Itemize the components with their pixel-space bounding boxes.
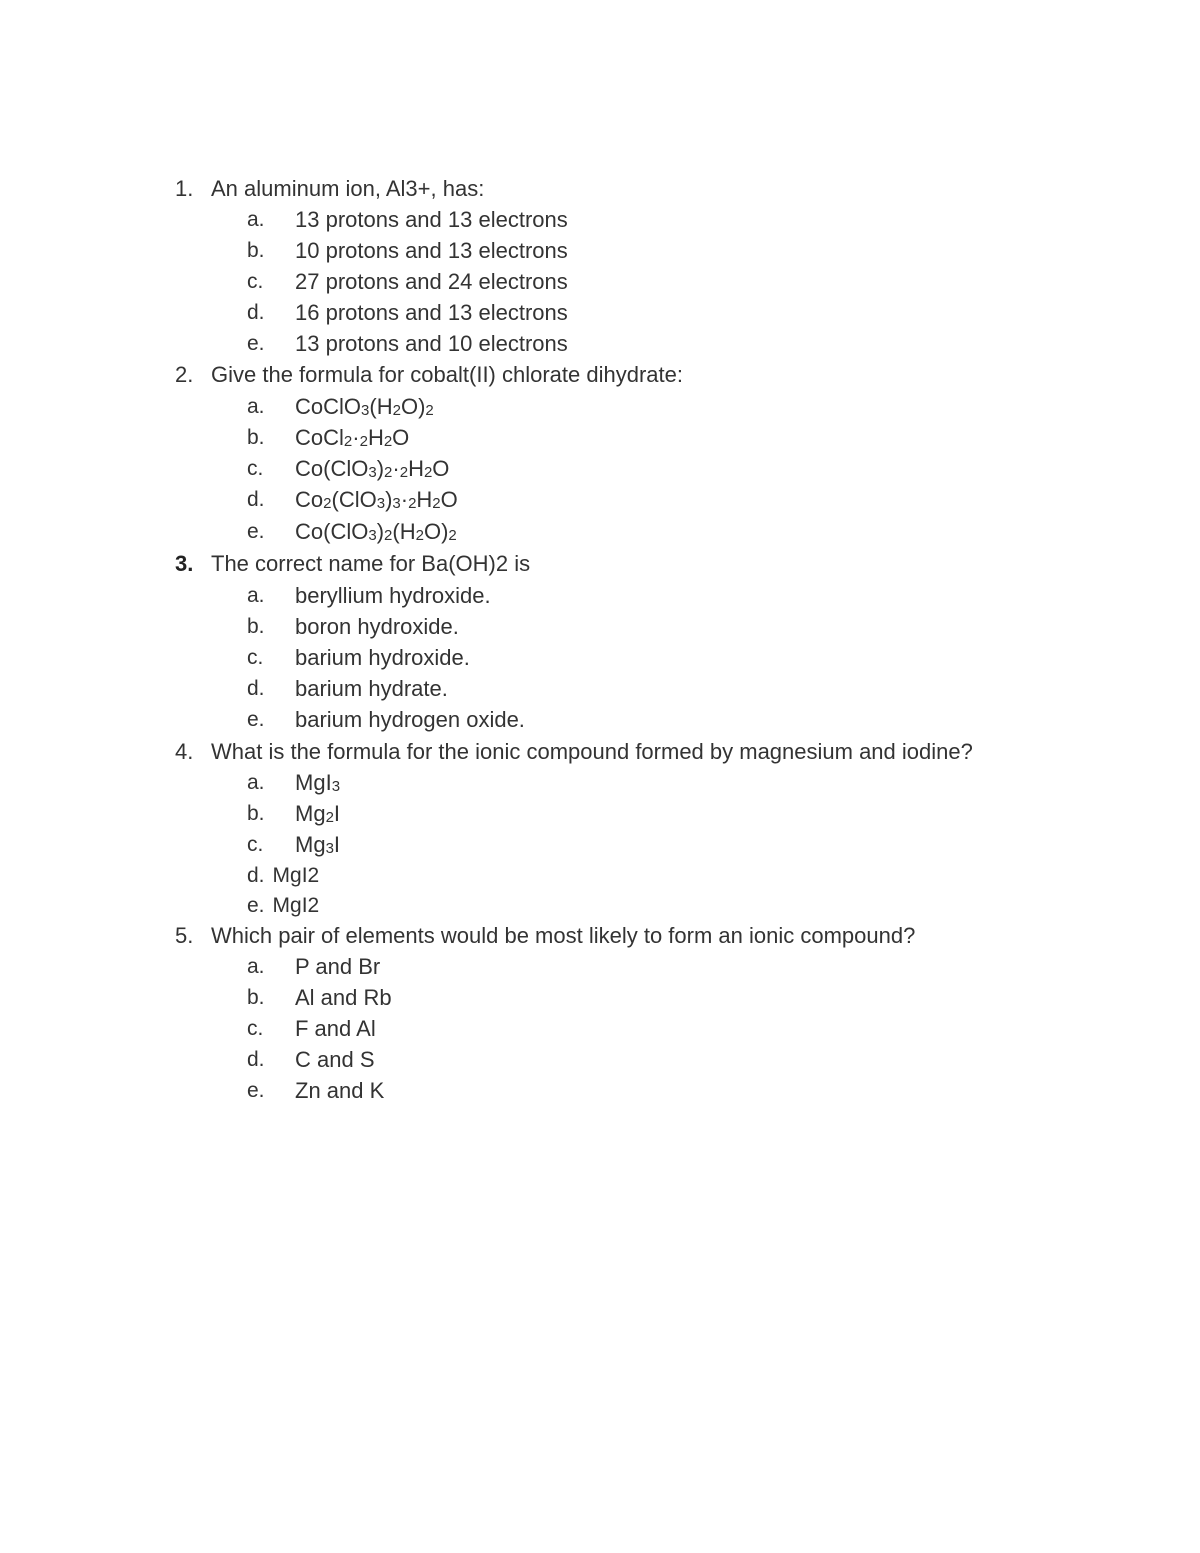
option-letter: b.	[247, 426, 265, 449]
option-text: CoClO3(H2O)2	[295, 394, 434, 419]
option-text: C and S	[295, 1047, 375, 1072]
option-text: beryllium hydroxide.	[295, 583, 491, 608]
option-letter: d.	[247, 1048, 265, 1071]
question-text: Which pair of elements would be most likely to form an ionic compound?	[211, 923, 916, 948]
option-text: P and Br	[295, 954, 381, 979]
option-text: Mg3I	[295, 832, 341, 857]
option-text: CoCl2·2H2O	[295, 425, 410, 450]
option-text: 27 protons and 24 electrons	[295, 269, 568, 294]
option-text: MgI2	[272, 894, 320, 917]
option-letter: b.	[247, 615, 265, 638]
option-text: MgI2	[272, 864, 320, 887]
option-letter: e.	[247, 894, 265, 917]
option-text: Co(ClO3)2·2H2O	[295, 456, 450, 481]
question-number: 3.	[175, 551, 194, 576]
option-letter: c.	[247, 646, 264, 669]
question-number: 2.	[175, 362, 194, 387]
option-text: Zn and K	[295, 1078, 385, 1103]
option-text: barium hydrogen oxide.	[295, 707, 525, 732]
option-letter: a.	[247, 584, 265, 607]
option-letter: c.	[247, 270, 264, 293]
option-letter: d.	[247, 864, 265, 887]
option-letter: b.	[247, 986, 265, 1009]
option-letter: a.	[247, 395, 265, 418]
option-text: Mg2I	[295, 801, 341, 826]
option-text: 10 protons and 13 electrons	[295, 238, 568, 263]
question-number: 4.	[175, 739, 194, 764]
option-text: barium hydrate.	[295, 676, 448, 701]
option-text: 13 protons and 10 electrons	[295, 331, 568, 356]
option-letter: e.	[247, 1079, 265, 1102]
option-letter: d.	[247, 488, 265, 511]
option-letter: b.	[247, 802, 265, 825]
question-number: 1.	[175, 176, 194, 201]
option-text: Co(ClO3)2(H2O)2	[295, 519, 457, 544]
question-text: What is the formula for the ionic compound formed by magnesium and iodine?	[211, 739, 973, 764]
option-text: boron hydroxide.	[295, 614, 459, 639]
option-text: MgI3	[295, 770, 341, 795]
option-letter: b.	[247, 239, 265, 262]
option-letter: c.	[247, 1017, 264, 1040]
question-text: The correct name for Ba(OH)2 is	[211, 551, 531, 576]
question-text: Give the formula for cobalt(II) chlorate dihydrate:	[211, 362, 683, 387]
option-letter: a.	[247, 771, 265, 794]
option-text: 13 protons and 13 electrons	[295, 207, 568, 232]
question-number: 5.	[175, 923, 194, 948]
option-letter: e.	[247, 332, 265, 355]
option-text: barium hydroxide.	[295, 645, 470, 670]
option-text: 16 protons and 13 electrons	[295, 300, 568, 325]
option-text: F and Al	[295, 1016, 376, 1041]
option-letter: a.	[247, 208, 265, 231]
option-letter: c.	[247, 457, 264, 480]
question-text: An aluminum ion, Al3+, has:	[211, 176, 485, 201]
option-letter: a.	[247, 955, 265, 978]
option-text: Co2(ClO3)3·2H2O	[295, 487, 458, 512]
option-letter: e.	[247, 708, 265, 731]
option-letter: c.	[247, 833, 264, 856]
option-letter: e.	[247, 520, 265, 543]
option-letter: d.	[247, 677, 265, 700]
option-letter: d.	[247, 301, 265, 324]
option-text: Al and Rb	[295, 985, 392, 1010]
